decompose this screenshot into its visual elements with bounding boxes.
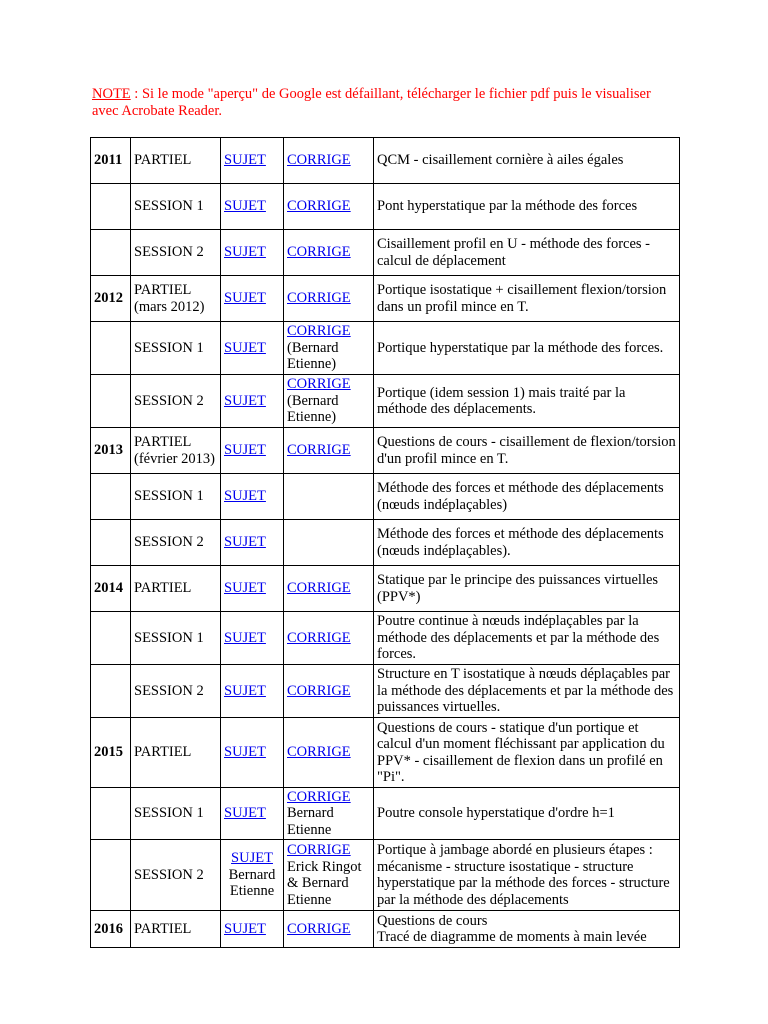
corrige-cell: [284, 428, 374, 474]
corrige-cell: [284, 375, 374, 428]
session-label: SESSION 2: [134, 866, 204, 883]
table-row: [91, 138, 680, 184]
sujet-link[interactable]: SUJET: [224, 534, 266, 551]
corrige-author: & Bernard: [287, 875, 349, 891]
year-cell: [91, 184, 131, 230]
session-cell: [131, 718, 221, 788]
description-cell: [374, 375, 680, 428]
corrige-link[interactable]: CORRIGE: [287, 198, 351, 215]
description-text: Portique hyperstatique par la méthode des forces.: [377, 339, 664, 356]
session-label: SESSION 2: [134, 534, 204, 551]
session-cell: [131, 665, 221, 718]
sujet-link[interactable]: SUJET: [224, 805, 266, 822]
session-label: (mars 2012): [134, 298, 205, 315]
session-cell: [131, 276, 221, 322]
year-cell: [91, 665, 131, 718]
description-text: Cisaillement profil en U - méthode des forces - calcul de déplacement: [377, 236, 651, 269]
corrige-link[interactable]: CORRIGE: [287, 323, 351, 340]
description-cell: [374, 911, 680, 948]
year-cell: 2014: [91, 566, 131, 612]
year-cell: 2015: [91, 718, 131, 788]
session-cell: [131, 612, 221, 665]
description-text: Pont hyperstatique par la méthode des forces: [377, 198, 638, 215]
year-cell: [91, 375, 131, 428]
corrige-cell: [284, 840, 374, 911]
sujet-cell: [221, 788, 284, 840]
description-cell: [374, 788, 680, 840]
corrige-author: (Bernard: [287, 339, 339, 356]
description-cell: [374, 322, 680, 375]
session-label: SESSION 2: [134, 244, 204, 261]
year-cell: [91, 474, 131, 520]
corrige-cell: [284, 788, 374, 840]
sujet-author: Etienne: [229, 883, 275, 900]
corrige-link[interactable]: CORRIGE: [287, 244, 351, 261]
session-cell: [131, 566, 221, 612]
corrige-link[interactable]: CORRIGE: [287, 788, 351, 805]
corrige-cell: [284, 276, 374, 322]
corrige-link[interactable]: CORRIGE: [287, 152, 351, 169]
description-text: Poutre console hyperstatique d'ordre h=1: [377, 805, 615, 822]
description-cell: [374, 566, 680, 612]
year-cell: 2011: [91, 138, 131, 184]
session-cell: [131, 911, 221, 948]
table-row: [91, 840, 680, 911]
sujet-link[interactable]: SUJET: [224, 629, 266, 646]
table-row: [91, 230, 680, 276]
session-label: PARTIEL: [134, 580, 192, 597]
description-text: Portique isostatique + cisaillement flexion/torsion dans un profil mince en T.: [377, 282, 667, 315]
session-cell: [131, 428, 221, 474]
sujet-link[interactable]: SUJET: [224, 488, 266, 505]
corrige-cell: [284, 612, 374, 665]
session-cell: [131, 230, 221, 276]
corrige-cell: [284, 230, 374, 276]
corrige-author: Etienne: [287, 891, 332, 908]
sujet-cell: [221, 566, 284, 612]
session-label: SESSION 2: [134, 682, 204, 699]
sujet-cell: [221, 138, 284, 184]
description-cell: [374, 138, 680, 184]
corrige-link[interactable]: CORRIGE: [287, 629, 351, 646]
sujet-link[interactable]: SUJET: [224, 290, 266, 307]
description-cell: [374, 520, 680, 566]
corrige-cell: [284, 665, 374, 718]
table-row: [91, 665, 680, 718]
corrige-cell: [284, 566, 374, 612]
corrige-cell: [284, 138, 374, 184]
session-cell: [131, 788, 221, 840]
sujet-author: Bernard: [228, 866, 276, 883]
exam-table: [90, 137, 680, 948]
corrige-link[interactable]: CORRIGE: [287, 376, 351, 393]
sujet-cell: [221, 911, 284, 948]
description-text: Méthode des forces et méthode des déplacements (nœuds indéplaçables): [377, 480, 664, 513]
table-row: [91, 520, 680, 566]
description-text: Questions de cours: [377, 912, 488, 929]
corrige-link[interactable]: CORRIGE: [287, 580, 351, 597]
year-cell: [91, 230, 131, 276]
session-label: (février 2013): [134, 450, 215, 467]
corrige-link[interactable]: CORRIGE: [287, 290, 351, 307]
corrige-author: (Bernard: [287, 392, 339, 409]
table-row: [91, 375, 680, 428]
sujet-cell: [221, 230, 284, 276]
note-text: [92, 86, 652, 120]
description-cell: [374, 184, 680, 230]
note-label: NOTE: [92, 86, 131, 102]
sujet-link[interactable]: SUJET: [224, 339, 266, 356]
session-cell: [131, 840, 221, 911]
session-label: SESSION 2: [134, 392, 204, 409]
corrige-link[interactable]: CORRIGE: [287, 744, 351, 761]
description-text: Portique à jambage abordé en plusieurs étapes : mécanisme - structure isostatique - structure hyperstatique par la méthode des forces - structure par la méthode des déplacements: [377, 842, 670, 908]
description-cell: [374, 230, 680, 276]
corrige-author: Bernard: [287, 805, 334, 822]
description-cell: [374, 428, 680, 474]
sujet-link[interactable]: SUJET: [224, 744, 266, 761]
sujet-cell: [221, 428, 284, 474]
year-cell: [91, 788, 131, 840]
description-text: Statique par le principe des puissances virtuelles (PPV*): [377, 572, 659, 605]
session-label: SESSION 1: [134, 805, 204, 822]
description-text: Structure en T isostatique à nœuds déplaçables par la méthode des déplacements et par la méthode des puissances virtuelles.: [377, 666, 674, 716]
description-cell: [374, 840, 680, 911]
description-cell: [374, 665, 680, 718]
corrige-cell: [284, 520, 374, 566]
sujet-link[interactable]: SUJET: [224, 152, 266, 169]
corrige-author: Erick Ringot: [287, 858, 362, 875]
year-cell: 2013: [91, 428, 131, 474]
description-text: Tracé de diagramme de moments à main levée: [377, 929, 647, 945]
sujet-cell: [221, 612, 284, 665]
session-label: PARTIEL: [134, 282, 192, 298]
table-row: [91, 612, 680, 665]
corrige-author: Etienne: [287, 821, 332, 838]
sujet-cell: [221, 840, 284, 911]
session-label: SESSION 1: [134, 488, 204, 505]
session-label: PARTIEL: [134, 434, 192, 450]
corrige-cell: [284, 322, 374, 375]
sujet-link[interactable]: SUJET: [231, 850, 273, 867]
sujet-cell: [221, 665, 284, 718]
note-body: : Si le mode "aperçu" de Google est défaillant, télécharger le fichier pdf puis le visualiser avec Acrobate Reader.: [92, 86, 651, 119]
sujet-link[interactable]: SUJET: [224, 920, 266, 937]
description-text: Méthode des forces et méthode des déplacements (nœuds indéplaçables).: [377, 526, 664, 559]
sujet-link[interactable]: SUJET: [224, 682, 266, 699]
sujet-cell: [221, 322, 284, 375]
corrige-link[interactable]: CORRIGE: [287, 842, 351, 858]
corrige-link[interactable]: CORRIGE: [287, 920, 351, 937]
sujet-link[interactable]: SUJET: [224, 580, 266, 597]
session-label: SESSION 1: [134, 629, 204, 646]
session-cell: [131, 322, 221, 375]
sujet-cell: [221, 520, 284, 566]
table-row: [91, 911, 680, 948]
sujet-cell: [221, 375, 284, 428]
table-row: [91, 566, 680, 612]
exam-table-body: [91, 138, 680, 948]
session-label: SESSION 1: [134, 339, 204, 356]
sujet-link[interactable]: SUJET: [224, 198, 266, 215]
description-cell: [374, 276, 680, 322]
description-cell: [374, 612, 680, 665]
session-label: PARTIEL: [134, 744, 192, 761]
table-row: [91, 322, 680, 375]
year-cell: [91, 612, 131, 665]
description-cell: [374, 718, 680, 788]
year-cell: [91, 840, 131, 911]
sujet-link[interactable]: SUJET: [224, 392, 266, 409]
sujet-cell: [221, 184, 284, 230]
session-cell: [131, 474, 221, 520]
session-label: PARTIEL: [134, 920, 192, 937]
description-text: Portique (idem session 1) mais traité par la méthode des déplacements.: [377, 384, 626, 417]
description-text: Poutre continue à nœuds indéplaçables par la méthode des déplacements et par la méthode des forces.: [377, 613, 660, 663]
corrige-author: Etienne): [287, 409, 337, 426]
year-cell: 2012: [91, 276, 131, 322]
corrige-cell: [284, 911, 374, 948]
corrige-cell: [284, 184, 374, 230]
sujet-link[interactable]: SUJET: [224, 442, 266, 459]
table-row: [91, 276, 680, 322]
table-row: [91, 788, 680, 840]
year-cell: 2016: [91, 911, 131, 948]
sujet-link[interactable]: SUJET: [224, 244, 266, 261]
description-text: Questions de cours - cisaillement de flexion/torsion d'un profil mince en T.: [377, 434, 676, 467]
year-cell: [91, 322, 131, 375]
session-cell: [131, 375, 221, 428]
description-cell: [374, 474, 680, 520]
table-row: [91, 718, 680, 788]
corrige-cell: [284, 474, 374, 520]
corrige-author: Etienne): [287, 356, 337, 373]
year-cell: [91, 520, 131, 566]
sujet-cell: [221, 718, 284, 788]
session-cell: [131, 138, 221, 184]
session-label: SESSION 1: [134, 198, 204, 215]
session-cell: [131, 520, 221, 566]
sujet-cell: [221, 474, 284, 520]
sujet-cell: [221, 276, 284, 322]
table-row: [91, 474, 680, 520]
description-text: Questions de cours - statique d'un portique et calcul d'un moment fléchissant par application du PPV* - cisaillement de flexion dans un profilé en "Pi".: [377, 719, 665, 785]
corrige-link[interactable]: CORRIGE: [287, 682, 351, 699]
corrige-link[interactable]: CORRIGE: [287, 442, 351, 459]
session-cell: [131, 184, 221, 230]
description-text: QCM - cisaillement cornière à ailes égales: [377, 152, 624, 169]
table-row: [91, 428, 680, 474]
table-row: [91, 184, 680, 230]
corrige-cell: [284, 718, 374, 788]
session-label: PARTIEL: [134, 152, 192, 169]
